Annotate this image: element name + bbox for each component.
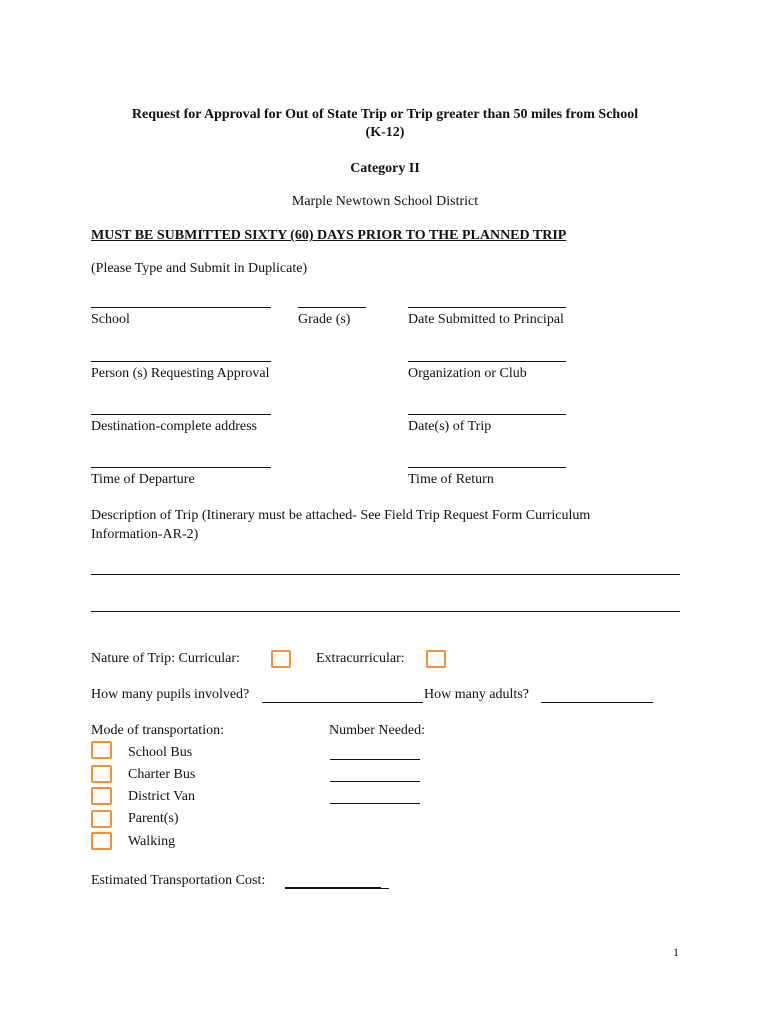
extracurricular-label: Extracurricular: <box>316 651 405 666</box>
form-title-line2: (K-12) <box>365 125 405 140</box>
transport-mode-label: Mode of transportation: <box>91 723 224 738</box>
walking-checkbox[interactable] <box>91 832 112 850</box>
requesting-person-field[interactable] <box>91 361 271 362</box>
instruction-text: (Please Type and Submit in Duplicate) <box>91 261 308 276</box>
description-line-1[interactable] <box>91 574 680 575</box>
page-number: 1 <box>673 945 679 959</box>
departure-time-label: Time of Departure <box>91 472 195 487</box>
district-van-checkbox[interactable] <box>91 787 112 805</box>
school-bus-checkbox[interactable] <box>91 741 112 759</box>
adults-field[interactable] <box>541 702 653 703</box>
school-bus-label: School Bus <box>128 745 193 760</box>
date-submitted-label: Date Submitted to Principal <box>408 312 564 327</box>
description-label-line2: Information-AR-2) <box>91 527 199 542</box>
charter-bus-label: Charter Bus <box>128 767 196 782</box>
destination-label: Destination-complete address <box>91 419 258 434</box>
return-time-label: Time of Return <box>408 472 494 487</box>
return-time-field[interactable] <box>408 467 566 468</box>
pupils-label: How many pupils involved? <box>91 687 250 702</box>
parents-label: Parent(s) <box>128 811 179 826</box>
district-name: Marple Newtown School District <box>291 194 479 209</box>
extracurricular-checkbox[interactable] <box>426 650 446 668</box>
district-van-label: District Van <box>128 789 196 804</box>
transport-cost-label: Estimated Transportation Cost: <box>91 873 266 888</box>
trip-dates-field[interactable] <box>408 414 566 415</box>
nature-of-trip-label: Nature of Trip: Curricular: <box>91 651 240 666</box>
number-needed-label: Number Needed: <box>329 723 426 738</box>
form-title-line1: Request for Approval for Out of State Trip or Trip greater than 50 miles from School <box>131 107 639 122</box>
description-line-2[interactable] <box>91 611 680 612</box>
school-bus-number-field[interactable] <box>330 759 420 760</box>
trip-dates-label: Date(s) of Trip <box>408 419 492 434</box>
transport-cost-field[interactable] <box>285 887 381 889</box>
organization-field[interactable] <box>408 361 566 362</box>
parents-checkbox[interactable] <box>91 810 112 828</box>
destination-field[interactable] <box>91 414 271 415</box>
grade-field[interactable] <box>298 307 366 308</box>
requesting-person-label: Person (s) Requesting Approval <box>91 366 270 381</box>
school-label: School <box>91 312 130 327</box>
charter-bus-checkbox[interactable] <box>91 765 112 783</box>
grade-label: Grade (s) <box>298 312 351 327</box>
walking-label: Walking <box>128 834 176 849</box>
category-heading: Category II <box>350 161 420 176</box>
curricular-checkbox[interactable] <box>271 650 291 668</box>
submission-deadline: MUST BE SUBMITTED SIXTY (60) DAYS PRIOR TO THE PLANNED TRIP <box>91 228 567 243</box>
charter-bus-number-field[interactable] <box>330 781 420 782</box>
organization-label: Organization or Club <box>408 366 527 381</box>
district-van-number-field[interactable] <box>330 803 420 804</box>
adults-label: How many adults? <box>424 687 529 702</box>
date-submitted-field[interactable] <box>408 307 566 308</box>
school-field[interactable] <box>91 307 271 308</box>
description-label-line1: Description of Trip (Itinerary must be attached- See Field Trip Request Form Curriculum <box>91 508 591 523</box>
departure-time-field[interactable] <box>91 467 271 468</box>
transport-cost-field-tail <box>381 888 389 889</box>
pupils-field[interactable] <box>262 702 423 703</box>
